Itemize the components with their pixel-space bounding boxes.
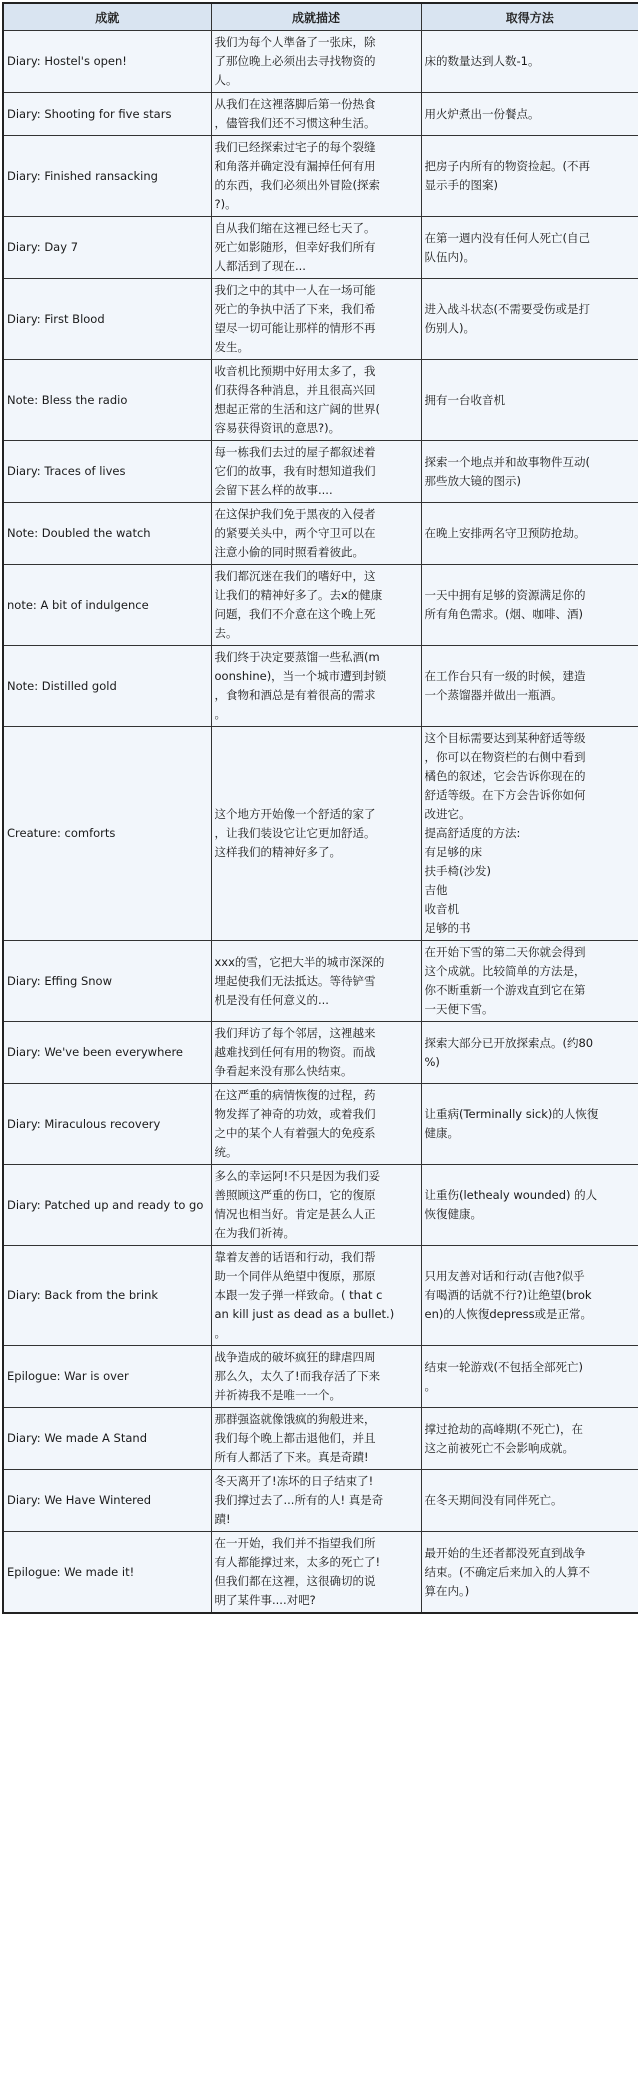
table-row: [3, 136, 638, 217]
description-line: 问题，我们不介意在这个晚上死: [214, 607, 376, 621]
method-line: 撑过抢劫的高峰期(不死亡)，在: [424, 1421, 583, 1436]
description-line: 让我们的精神好多了。去x的健康: [214, 588, 383, 602]
method-line: 让重病(Terminally sick)的人恢復: [424, 1107, 599, 1121]
achievement-name: Diary: We Have Wintered: [3, 1470, 211, 1532]
method-line: %): [424, 1054, 440, 1069]
description-line: 明了某件事....对吧?: [214, 1593, 316, 1607]
description-line: 这个地方开始像一个舒适的家了: [214, 807, 376, 821]
description-line: 争看起来没有那么快结束。: [214, 1064, 353, 1078]
table-row: [3, 727, 638, 941]
table-row: [3, 360, 638, 441]
description-line: 并祈祷我不是唯一一个。: [214, 1388, 341, 1402]
header-method: 取得方法: [421, 3, 638, 31]
description-line: 我们都沉迷在我们的嗜好中，这: [214, 569, 376, 583]
description-line: 会留下甚么样的故事....: [214, 483, 333, 497]
achievement-method: [421, 1532, 638, 1614]
method-line: 舒适等级。在下方会告诉你如何: [424, 788, 586, 802]
achievement-description: [211, 503, 421, 565]
description-line: 自从我们缩在这裡已经七天了。: [214, 221, 376, 235]
achievement-name: Note: Distilled gold: [3, 646, 211, 727]
method-line: 用火炉煮出一份餐点。: [424, 106, 540, 121]
achievement-method: [421, 565, 638, 646]
description-line: 越难找到任何有用的物资。而战: [214, 1045, 376, 1059]
description-line: 容易获得资讯的意思?)。: [214, 421, 341, 435]
description-line: 那么久，太久了!而我存活了下来: [214, 1369, 381, 1383]
description-line: 。: [214, 1326, 226, 1340]
method-line: ，你可以在物资栏的右侧中看到: [424, 750, 586, 764]
achievement-method: [421, 217, 638, 279]
description-line: 我们拜访了每个邻居，这裡越来: [214, 1026, 376, 1040]
method-line: 在冬天期间没有同伴死亡。: [424, 1493, 563, 1507]
achievement-description: [211, 646, 421, 727]
method-line: 那些放大镜的图示): [424, 473, 521, 488]
achievement-method: [421, 1470, 638, 1532]
method-line: 一天中拥有足够的资源满足你的: [424, 588, 586, 602]
method-line: 显示手的图案): [424, 178, 498, 192]
achievement-description: [211, 941, 421, 1022]
description-line: 和角落并确定没有漏掉任何有用: [214, 159, 376, 173]
description-line: 在这保护我们免于黑夜的入侵者: [214, 507, 376, 521]
method-line: 改进它。: [424, 807, 471, 821]
description-line: 我们已经探索过宅子的每个裂缝: [214, 140, 376, 154]
method-line: 一天便下雪。: [424, 1002, 494, 1016]
description-line: 蹟!: [214, 1512, 231, 1526]
achievement-description: [211, 1532, 421, 1614]
method-line: 算在内。): [424, 1583, 470, 1598]
method-line: 让重伤(lethealy wounded) 的人: [424, 1188, 598, 1202]
header-description: 成就描述: [211, 3, 421, 31]
achievement-method: [421, 1408, 638, 1470]
method-line: 只用友善对话和行动(吉他?似乎: [424, 1269, 585, 1283]
method-line: 你不断重新一个游戏直到它在第: [424, 983, 586, 997]
description-line: 我们终于决定要蒸馏一些私酒(m: [214, 650, 380, 664]
description-line: 埋起使我们无法抵达。等待铲雪: [214, 973, 376, 988]
header-row: [3, 3, 638, 31]
achievement-method: [421, 1084, 638, 1165]
table-row: [3, 941, 638, 1022]
achievement-method: [421, 1022, 638, 1084]
header-achievement: 成就: [3, 3, 211, 31]
method-line: en)的人恢復depress或是正常。: [424, 1307, 593, 1321]
achievement-description: [211, 1022, 421, 1084]
achievement-name: Note: Doubled the watch: [3, 503, 211, 565]
achievement-description: [211, 217, 421, 279]
description-line: 去。: [214, 626, 238, 640]
method-line: 伤别人)。: [424, 321, 475, 335]
description-line: 死亡如影随形，但幸好我们所有: [214, 240, 376, 254]
achievement-method: [421, 136, 638, 217]
achievement-description: [211, 1408, 421, 1470]
description-line: 情况也相当好。肯定是甚么人正: [214, 1207, 376, 1221]
description-line: 有人都能撑过来，太多的死亡了!: [214, 1555, 381, 1569]
description-line: 的紧要关头中，两个守卫可以在: [214, 526, 376, 540]
achievement-name: Diary: Patched up and ready to go: [3, 1165, 211, 1246]
achievement-description: [211, 31, 421, 93]
table-row: [3, 1246, 638, 1346]
method-line: 扶手椅(沙发): [424, 864, 491, 878]
achievement-name: Diary: Back from the brink: [3, 1246, 211, 1346]
achievements-table: [2, 2, 638, 1614]
method-line: 把房子内所有的物资捡起。(不再: [424, 159, 590, 173]
method-line: 吉他: [424, 883, 448, 897]
description-line: 。: [214, 707, 226, 721]
method-line: 在工作台只有一级的时候，建造: [424, 669, 586, 683]
achievement-method: [421, 360, 638, 441]
description-line: 那群强盗就像饿疯的狗般进来，: [214, 1412, 376, 1426]
achievement-name: Epilogue: We made it!: [3, 1532, 211, 1614]
method-line: 在开始下雪的第二天你就会得到: [424, 945, 586, 959]
achievement-description: [211, 1246, 421, 1346]
description-line: 在这严重的病情恢復的过程，药: [214, 1088, 376, 1102]
achievement-name: Note: Bless the radio: [3, 360, 211, 441]
method-line: 队伍内)。: [424, 249, 475, 264]
description-line: oonshine)，当一个城市遭到封锁: [214, 669, 387, 683]
method-line: 在第一週内没有任何人死亡(自己: [424, 230, 590, 245]
achievement-name: Creature: comforts: [3, 727, 211, 941]
achievement-name: Diary: Day 7: [3, 217, 211, 279]
description-line: 我们每个晚上都击退他们，并且: [214, 1431, 376, 1445]
table-row: [3, 1084, 638, 1165]
achievement-method: [421, 441, 638, 503]
table-row: [3, 217, 638, 279]
description-line: 人。: [214, 73, 238, 87]
achievement-method: [421, 93, 638, 136]
method-line: 这个成就。比较简单的方法是，: [424, 964, 586, 978]
table-row: [3, 1165, 638, 1246]
method-line: 进入战斗状态(不需要受伤或是打: [424, 302, 590, 316]
description-line: 想起正常的生活和这广阔的世界(: [214, 402, 380, 416]
achievement-name: Diary: Effing Snow: [3, 941, 211, 1022]
achievement-description: [211, 727, 421, 941]
description-line: 发生。: [214, 340, 249, 354]
description-line: 战争造成的破坏疯狂的肆虐四周: [214, 1350, 376, 1364]
table-body: [3, 31, 638, 1614]
table-row: [3, 646, 638, 727]
achievement-method: [421, 727, 638, 941]
method-line: 一个蒸馏器并做出一瓶酒。: [424, 688, 563, 702]
achievement-method: [421, 941, 638, 1022]
achievement-method: [421, 1246, 638, 1346]
table-row: [3, 1408, 638, 1470]
description-line: 我们为每个人準备了一张床，除: [214, 35, 376, 49]
achievement-method: [421, 1165, 638, 1246]
description-line: 它们的故事，我有时想知道我们: [214, 464, 376, 478]
method-line: 这个目标需要达到某种舒适等级: [424, 731, 586, 745]
table-row: [3, 565, 638, 646]
achievement-name: Diary: Traces of lives: [3, 441, 211, 503]
table-row: [3, 31, 638, 93]
description-line: 机是没有任何意义的...: [214, 992, 329, 1007]
achievement-name: Diary: Finished ransacking: [3, 136, 211, 217]
table-row: [3, 1346, 638, 1408]
description-line: xxx的雪，它把大半的城市深深的: [214, 954, 385, 969]
description-line: 所有人都活了下来。真是奇蹟!: [214, 1450, 369, 1464]
description-line: 但我们都在这裡，这很确切的说: [214, 1574, 376, 1588]
method-line: 拥有一台收音机: [424, 392, 505, 407]
achievement-description: [211, 1084, 421, 1165]
achievement-description: [211, 1346, 421, 1408]
description-line: 在为我们祈祷。: [214, 1226, 295, 1240]
method-line: 有足够的床: [424, 845, 482, 859]
achievement-name: Diary: We made A Stand: [3, 1408, 211, 1470]
description-line: 物发挥了神奇的功效，或着我们: [214, 1107, 376, 1121]
method-line: 健康。: [424, 1126, 459, 1140]
achievement-description: [211, 565, 421, 646]
description-line: 收音机比预期中好用太多了，我: [214, 364, 376, 378]
method-line: 。: [424, 1378, 436, 1393]
table-row: [3, 1532, 638, 1614]
description-line: 多么的幸运阿!不只是因为我们妥: [214, 1169, 381, 1183]
method-line: 收音机: [424, 902, 459, 916]
description-line: 靠着友善的话语和行动，我们帮: [214, 1250, 376, 1264]
method-line: 这之前被死亡不会影响成就。: [424, 1440, 574, 1455]
achievement-name: note: A bit of indulgence: [3, 565, 211, 646]
achievement-description: [211, 93, 421, 136]
table-row: [3, 441, 638, 503]
achievement-description: [211, 1165, 421, 1246]
achievement-description: [211, 441, 421, 503]
table-row: [3, 503, 638, 565]
achievement-name: Diary: First Blood: [3, 279, 211, 360]
method-line: 结束一轮游戏(不包括全部死亡): [424, 1359, 583, 1374]
description-line: 从我们在这裡落脚后第一份热食: [214, 97, 376, 111]
description-line: 在一开始，我们并不指望我们所: [214, 1536, 376, 1550]
description-line: 冬天离开了!冻坏的日子结束了!: [214, 1474, 374, 1488]
description-line: 我们撑过去了...所有的人! 真是奇: [214, 1493, 384, 1507]
achievement-method: [421, 279, 638, 360]
description-line: 统。: [214, 1145, 238, 1159]
achievement-name: Diary: Hostel's open!: [3, 31, 211, 93]
achievement-method: [421, 1346, 638, 1408]
description-line: 助一个同伴从绝望中復原，那原: [214, 1269, 376, 1283]
description-line: 了那位晚上必须出去寻找物资的: [214, 54, 376, 68]
description-line: 们获得各种消息，并且很高兴回: [214, 383, 376, 397]
method-line: 恢復健康。: [424, 1207, 482, 1221]
achievement-description: [211, 136, 421, 217]
description-line: ，让我们装设它让它更加舒适。: [214, 826, 376, 840]
method-line: 足够的书: [424, 921, 471, 935]
description-line: 这样我们的精神好多了。: [214, 845, 341, 859]
description-line: 之中的某个人有着强大的免疫系: [214, 1126, 376, 1140]
description-line: 人都活到了现在...: [214, 259, 306, 273]
description-line: 注意小偷的同时照看着彼此。: [214, 545, 364, 559]
description-line: 的东西，我们必须出外冒险(探索: [214, 178, 380, 192]
achievement-description: [211, 360, 421, 441]
table-row: [3, 1470, 638, 1532]
description-line: ，儘管我们还不习惯这种生活。: [214, 116, 376, 130]
method-line: 床的数量达到人数-1。: [424, 54, 540, 68]
achievement-name: Epilogue: War is over: [3, 1346, 211, 1408]
description-line: 善照顾这严重的伤口，它的復原: [214, 1188, 376, 1202]
method-line: 探索一个地点并和故事物件互动(: [424, 454, 590, 469]
description-line: 望尽一切可能让那样的情形不再: [214, 321, 376, 335]
method-line: 最开始的生还者都没死直到战争: [424, 1545, 586, 1560]
method-line: 结束。(不确定后来加入的人算不: [424, 1564, 590, 1579]
description-line: an kill just as dead as a bullet.): [214, 1307, 395, 1321]
table-row: [3, 279, 638, 360]
description-line: ，食物和酒总是有着很高的需求: [214, 688, 376, 702]
description-line: 死亡的争执中活了下来，我们希: [214, 302, 376, 316]
achievement-name: Diary: Miraculous recovery: [3, 1084, 211, 1165]
table-row: [3, 1022, 638, 1084]
achievement-name: Diary: Shooting for five stars: [3, 93, 211, 136]
table-row: [3, 93, 638, 136]
achievement-method: [421, 646, 638, 727]
achievement-description: [211, 1470, 421, 1532]
method-line: 探索大部分已开放探索点。(约80: [424, 1035, 594, 1050]
description-line: 本跟一发子弹一样致命。( that c: [214, 1288, 383, 1302]
method-line: 橘色的叙述，它会告诉你现在的: [424, 769, 586, 783]
description-line: 每一栋我们去过的屋子都叙述着: [214, 445, 376, 459]
method-line: 所有角色需求。(烟、咖啡、酒): [424, 607, 583, 621]
method-line: 在晚上安排两名守卫预防抢劫。: [424, 526, 586, 540]
method-line: 提高舒适度的方法:: [424, 826, 521, 840]
achievement-method: [421, 503, 638, 565]
description-line: 我们之中的其中一人在一场可能: [214, 283, 376, 297]
achievement-name: Diary: We've been everywhere: [3, 1022, 211, 1084]
achievement-description: [211, 279, 421, 360]
description-line: ?)。: [214, 197, 237, 211]
method-line: 有喝酒的话就不行?)让绝望(brok: [424, 1288, 592, 1302]
achievement-method: [421, 31, 638, 93]
